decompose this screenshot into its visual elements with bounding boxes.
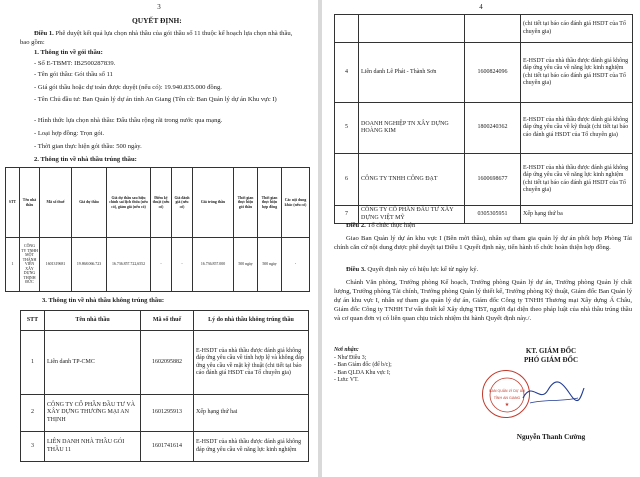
header-cell: Giá dự thầu (72, 168, 107, 238)
table-cell: 1 (21, 331, 45, 395)
section-2-title: 2. Thông tin về nhà thầu trúng thầu: (34, 156, 137, 163)
table-cell: 1601295913 (141, 395, 194, 432)
page-number: 3 (157, 3, 161, 11)
table-cell: 3 (21, 432, 45, 462)
table-cell: 1800240362 (465, 103, 521, 154)
table-cell: - (151, 238, 172, 292)
table-row (335, 154, 633, 206)
article-3-label: Điều 3. (346, 266, 366, 273)
stamp-text: BAN QUẢN LÝ DỰ ÁN (489, 389, 525, 393)
losing-bidder-table-continued (334, 14, 633, 224)
table-cell: 2 (21, 395, 45, 432)
winning-bidder-table (5, 167, 310, 292)
table-cell: 16.736.857.000 (193, 238, 234, 292)
table-cell: 0305305951 (465, 206, 521, 224)
document-page-4 (322, 0, 640, 477)
table-cell: Xếp hạng thứ ba (521, 206, 633, 224)
section-1-line: - Thời gian thực hiện gói thầu: 500 ngày. (34, 143, 142, 150)
document-page-3 (0, 0, 318, 477)
table-cell (335, 15, 359, 43)
section-1-line: - Số E-TBMT: IB2500287839. (34, 60, 116, 67)
table-cell: 19.868.066.723 (72, 238, 107, 292)
article-3-body: Chánh Văn phòng, Trưởng phòng Kế hoạch, Trưởng phòng Quản lý dự án, Trưởng phòng Quản lý chất lượng, Trưởng phòng Tài chính, Trưởng phòng Quản lý thiết kế, Trưởng phòng Kỹ thuật, Giám đốc Ban Quản lý dự án khu vực I, nhân sự tham gia quản lý dự án, Giám đốc Công ty TNHH Thương mại Xây dựng Á Châu, Giám đốc Công ty TNHH Tư vấn thiết kế Xây dựng TBT, người đại diện theo pháp luật của nhà thầu trúng thầu và cơ quan đơn vị có liên quan chịu trách nhiệm thi hành Quyết định này./. (334, 279, 632, 322)
table-cell: E-HSDT của nhà thầu được đánh giá không đáp ứng yêu cầu về kỹ thuật (chi tiết tại báo cáo đánh giá HSDT của Tổ chuyên gia) (521, 103, 633, 154)
recipient-item: - Ban QLDA Khu vực I; (334, 369, 391, 376)
table-cell: E-HSDT của nhà thầu được đánh giá không đáp ứng yêu cầu về tính hợp lệ và không đáp ứng yêu cầu về mặt kỹ thuật (chi tiết tại báo cáo đánh giá HSDT của Tổ chuyên gia) (194, 331, 309, 395)
header-cell: Các nội dung khác (nếu có) (282, 168, 310, 238)
table-cell: E-HSDT của nhà thầu được đánh giá không đáp ứng yêu cầu về năng lực kinh nghiệm (194, 432, 309, 462)
table-cell: 1600824096 (465, 43, 521, 103)
table-cell: E-HSDT của nhà thầu được đánh giá không đáp ứng yêu cầu về năng lực kinh nghiệm (chi tiết tại báo cáo đánh giá HSDT của Tổ chuyên gia) (521, 43, 633, 103)
section-3-title: 3. Thông tin về nhà thầu không trúng thầu: (42, 297, 165, 304)
table-row (335, 15, 633, 43)
section-1-line: - Hình thức lựa chọn nhà thầu: Đấu thầu rộng rãi trong nước qua mạng. (34, 117, 223, 124)
table-cell: LIÊN DANH NHÀ THẦU GÓI THẦU 11 (45, 432, 141, 462)
table-cell: DOANH NGHIỆP TN XÂY DỰNG HOÀNG KIM (359, 103, 465, 154)
table-cell: 7 (335, 206, 359, 224)
article-1-text: Phê duyệt kết quả lựa chọn nhà thầu của gói thầu số 11 thuộc kế hoạch lựa chọn nhà thầu, bao gồm: (20, 30, 293, 46)
signer-name: Nguyễn Thanh Cường (516, 433, 586, 441)
article-3-text: Quyết định này có hiệu lực kể từ ngày ký. (365, 266, 479, 273)
table-cell: 1600698677 (465, 154, 521, 206)
section-1-line: - Loại hợp đồng: Trọn gói. (34, 130, 105, 137)
header-cell: Giá dự thầu sau hiệu chỉnh sai lệch thừa (nếu có), giảm giá (nếu có) (107, 168, 151, 238)
recipients-block (334, 347, 392, 385)
star-icon: ★ (504, 403, 510, 408)
recipient-item: - Ban Giám đốc (để b/c); (334, 362, 392, 369)
table-cell: - (172, 238, 193, 292)
table-row (21, 331, 309, 395)
decision-heading: QUYẾT ĐỊNH: (132, 16, 182, 25)
table-header-row (6, 168, 310, 238)
section-1-line: - Tên gói thầu: Gói thầu số 11 (34, 71, 113, 78)
signature-line-2: PHÓ GIÁM ĐỐC (523, 356, 579, 364)
table-cell (465, 15, 521, 43)
table-cell: 1601319681 (40, 238, 72, 292)
recipients-title: Nơi nhận: (334, 347, 359, 353)
signature-line-1: KT. GIÁM ĐỐC (525, 347, 577, 355)
table-cell: Liên danh TP-CMC (45, 331, 141, 395)
table-cell: Xếp hạng thứ hai (194, 395, 309, 432)
page-number: 4 (479, 3, 483, 11)
table-cell: E-HSDT của nhà thầu được đánh giá không đáp ứng yêu cầu về năng lực kinh nghiệm (chi tiết tại báo cáo đánh giá HSDT của Tổ chuyên gia) (521, 154, 633, 206)
table-cell: 500 ngày (258, 238, 282, 292)
table-cell: CÔNG TY TNHH CÔNG ĐẠT (359, 154, 465, 206)
article-3 (346, 266, 478, 275)
table-row (335, 43, 633, 103)
table-cell: CÔNG TY CỔ PHẦN ĐẦU TƯ VÀ XÂY DỰNG THƯƠNG MẠI AN THỊNH (45, 395, 141, 432)
section-1-line: - Giá gói thầu hoặc dự toán được duyệt (nếu có): 19.940.835.000 đồng. (34, 84, 222, 91)
section-1-line: - Tên Chủ đầu tư: Ban Quản lý dự án tỉnh An Giang (Tên cũ: Ban Quản lý dự án Khu vực I) (34, 96, 277, 103)
recipient-item: - Lưu: VT. (334, 377, 359, 384)
table-row (21, 395, 309, 432)
table-row (6, 238, 310, 292)
table-row (21, 432, 309, 462)
stamp-subtext: TỈNH AN GIANG (493, 396, 521, 400)
article-2 (346, 222, 415, 231)
table-cell: 5 (335, 103, 359, 154)
table-cell: 4 (335, 43, 359, 103)
table-cell: 6 (335, 154, 359, 206)
signature-title (484, 347, 618, 365)
table-header-row (21, 311, 309, 331)
section-1-title: 1. Thông tin về gói thầu: (34, 49, 103, 56)
header-cell: Tên nhà thầu (45, 311, 141, 331)
header-cell: Mã số thuế (40, 168, 72, 238)
table-cell: 1 (6, 238, 20, 292)
signature-scribble (518, 376, 588, 410)
header-cell: STT (21, 311, 45, 331)
table-cell: CÔNG TY TNHH MỘT THÀNH VIÊN XÂY DỰNG THỊNH ĐỨC (20, 238, 40, 292)
recipient-item: - Như Điều 3; (334, 354, 367, 361)
table-cell: 500 ngày (234, 238, 258, 292)
header-cell: Giá đánh giá (nếu có) (172, 168, 193, 238)
losing-bidder-table (20, 310, 309, 462)
table-row (335, 206, 633, 224)
header-cell: Thời gian thực hiện gói thầu (234, 168, 258, 238)
article-1 (20, 30, 302, 47)
header-cell: Thời gian thực hiện hợp đồng (258, 168, 282, 238)
article-2-body: Giao Ban Quản lý dự án khu vực I (Bên mời thầu), nhân sự tham gia quản lý dự án phối hợp Phòng Tài chính căn cứ nội dung được phê duyệt tại Điều 1 Quyết định này, tiến hành tổ chức hoàn thiện hợp đồng. (334, 235, 632, 251)
table-cell: 1602095882 (141, 331, 194, 395)
table-cell: 16.736.857.722,6552 (107, 238, 151, 292)
header-cell: STT (6, 168, 20, 238)
table-cell: - (282, 238, 310, 292)
header-cell: Lý do nhà thầu không trúng thầu (194, 311, 309, 331)
table-cell: (chi tiết tại báo cáo đánh giá HSDT của Tổ chuyên gia) (521, 15, 633, 43)
table-cell: 1601741614 (141, 432, 194, 462)
table-cell: CÔNG TY CỔ PHẦN ĐẦU TƯ XÂY DỰNG VIỆT MỸ (359, 206, 465, 224)
table-cell (359, 15, 465, 43)
header-cell: Tên nhà thầu (20, 168, 40, 238)
header-cell: Giá trúng thầu (193, 168, 234, 238)
table-row (335, 103, 633, 154)
table-cell: Liên danh Lê Phát - Thành Sơn (359, 43, 465, 103)
article-2-text: Tổ chức thực hiện (365, 222, 416, 229)
article-2-label: Điều 2. (346, 222, 366, 229)
article-1-label: Điều 1. (34, 30, 54, 37)
header-cell: Điểm kỹ thuật (nếu có) (151, 168, 172, 238)
header-cell: Mã số thuế (141, 311, 194, 331)
